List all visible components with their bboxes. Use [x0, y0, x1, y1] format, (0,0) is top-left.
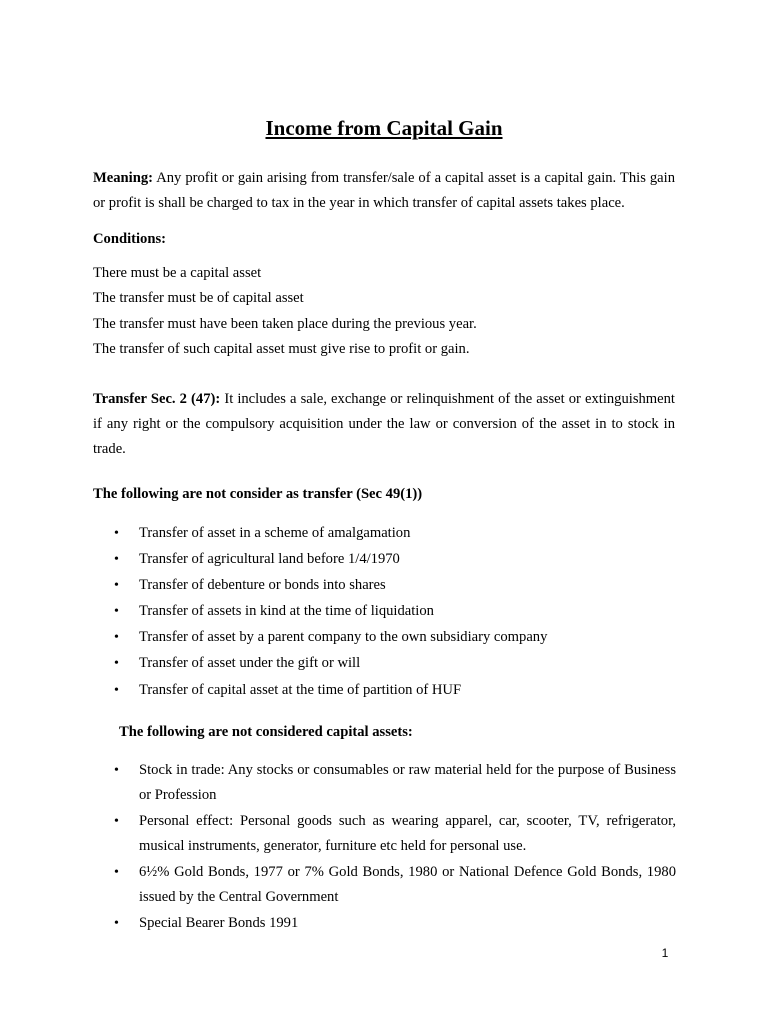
meaning-label: Meaning: — [93, 170, 153, 186]
transfer-paragraph — [93, 387, 675, 462]
bullet-icon: • — [114, 630, 119, 645]
list-item-text: Transfer of debenture or bonds into shares — [139, 577, 386, 593]
not-transfer-heading: The following are not consider as transfer (Sec 49(1)) — [93, 486, 423, 502]
condition-line: The transfer must be of capital asset — [93, 290, 304, 306]
bullet-icon: • — [114, 578, 119, 593]
list-item-text: Transfer of asset by a parent company to the own subsidiary company — [139, 629, 548, 645]
conditions-heading: Conditions: — [93, 231, 166, 247]
meaning-text: Any profit or gain arising from transfer/sale of a capital asset is a capital gain. This gain or profit is shall be charged to tax in the year in which transfer of capital assets takes place. — [93, 170, 675, 211]
bullet-icon: • — [114, 604, 119, 619]
bullet-icon: • — [114, 763, 119, 778]
list-item-text: Stock in trade: Any stocks or consumables or raw material held for the purpose of Business or Profession — [139, 762, 676, 803]
not-capital-assets-heading: The following are not considered capital assets: — [119, 724, 413, 740]
transfer-label: Transfer Sec. 2 (47): — [93, 391, 221, 407]
bullet-icon: • — [114, 916, 119, 931]
list-item-text: Transfer of agricultural land before 1/4/1970 — [139, 551, 400, 567]
condition-line: The transfer of such capital asset must give rise to profit or gain. — [93, 341, 470, 357]
condition-line: The transfer must have been taken place during the previous year. — [93, 316, 477, 332]
bullet-icon: • — [114, 552, 119, 567]
page-number: 1 — [661, 946, 669, 960]
bullet-icon: • — [114, 865, 119, 880]
bullet-icon: • — [114, 683, 119, 698]
bullet-icon: • — [114, 656, 119, 671]
list-item-text: Personal effect: Personal goods such as wearing apparel, car, scooter, TV, refrigerator, musical instruments, generator, furniture etc held for personal use. — [139, 813, 676, 854]
bullet-icon: • — [114, 526, 119, 541]
list-item-text: Transfer of capital asset at the time of partition of HUF — [139, 682, 462, 698]
list-item-text: Transfer of asset in a scheme of amalgamation — [139, 525, 411, 541]
list-item-text: Special Bearer Bonds 1991 — [139, 915, 299, 931]
bullet-icon: • — [114, 814, 119, 829]
meaning-paragraph — [93, 166, 675, 216]
list-item-text: Transfer of assets in kind at the time of liquidation — [139, 603, 434, 619]
transfer-text: It includes a sale, exchange or relinquishment of the asset or extinguishment if any right or the compulsory acquisition under the law or conversion of the asset in to stock in trade. — [93, 391, 675, 457]
list-item-text: 6½% Gold Bonds, 1977 or 7% Gold Bonds, 1980 or National Defence Gold Bonds, 1980 issued by the Central Government — [139, 864, 676, 905]
list-item-text: Transfer of asset under the gift or will — [139, 655, 361, 671]
page-title: Income from Capital Gain — [265, 116, 503, 140]
condition-line: There must be a capital asset — [93, 265, 262, 281]
